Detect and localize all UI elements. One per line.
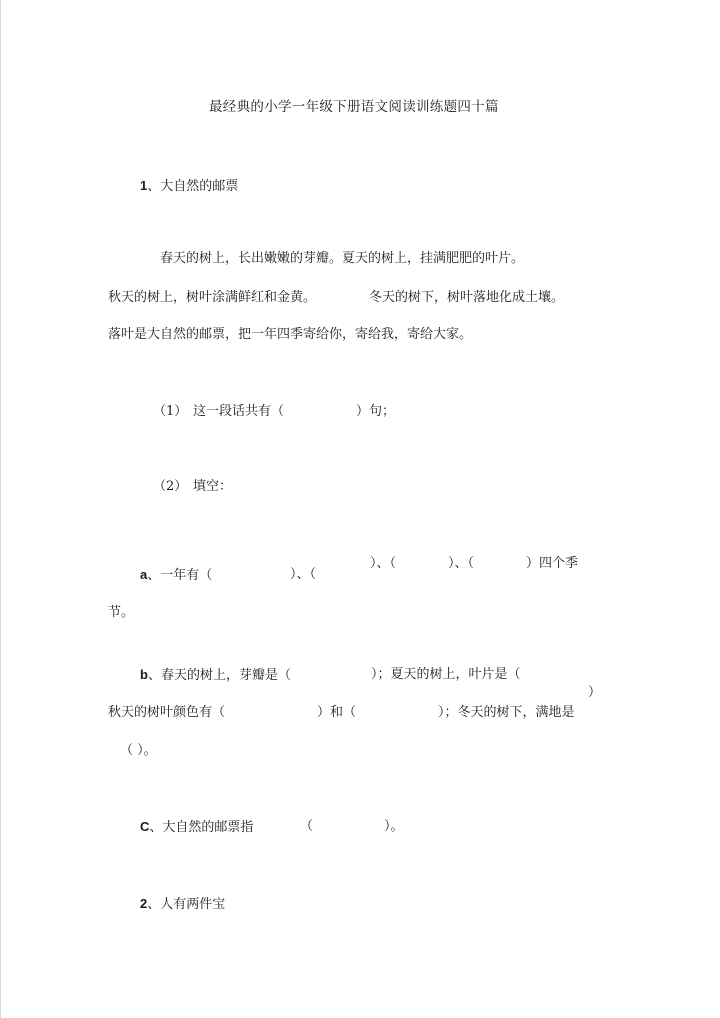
question-c-text: 、大自然的邮票指 bbox=[149, 820, 254, 835]
question-c-paren-close: ）。 bbox=[384, 819, 404, 834]
section-2-title: 、人有两件宝 bbox=[147, 897, 226, 912]
passage-line-2a: 秋天的树上，树叶涂满鲜红和金黄。 bbox=[108, 290, 317, 305]
question-b-close-paren: ） bbox=[588, 685, 602, 700]
question-b-line-1: 、春天的树上，芽瓣是（ bbox=[147, 668, 291, 683]
page-left-edge bbox=[0, 0, 1, 1018]
question-b-line-2a: 秋天的树叶颜色有（ bbox=[108, 705, 226, 720]
question-c-marker: C bbox=[140, 819, 150, 834]
question-a-text: 、一年有（ bbox=[147, 568, 213, 583]
document-title: 最经典的小学一年级下册语文阅读训练题四十篇 bbox=[209, 99, 499, 115]
section-2-heading bbox=[140, 895, 225, 914]
question-a-continuation: 节。 bbox=[108, 605, 135, 620]
question-c bbox=[140, 818, 253, 837]
question-b-line-1b: ）；夏天的树上，叶片是（ bbox=[371, 667, 521, 682]
question-a-marker: a bbox=[140, 567, 148, 582]
question-c-paren-open: （ bbox=[300, 819, 314, 834]
question-b bbox=[140, 666, 291, 685]
question-2-label: （2） bbox=[153, 479, 188, 494]
passage-line-2b: 冬天的树下，树叶落地化成土壤。 bbox=[369, 290, 565, 305]
question-a-text-b: ）、（ bbox=[290, 567, 317, 582]
passage-line-3: 落叶是大自然的邮票，把一年四季寄给你，寄给我，寄给大家。 bbox=[108, 327, 473, 342]
section-1-heading bbox=[140, 177, 238, 196]
question-b-line-3: （ ）。 bbox=[120, 743, 157, 758]
section-1-number: 1 bbox=[140, 178, 148, 193]
section-2-number: 2 bbox=[140, 896, 148, 911]
question-b-line-2b: ）和（ bbox=[317, 705, 357, 720]
question-a-upper: ）、（ ）、（ ）四个季 bbox=[370, 556, 579, 571]
question-2-text: 填空： bbox=[193, 479, 233, 494]
question-b-marker: b bbox=[140, 667, 148, 682]
passage-line-1: 春天的树上，长出嫩嫩的芽瓣。夏天的树上，挂满肥肥的叶片。 bbox=[160, 251, 525, 266]
question-b-line-2c: ）；冬天的树下，满地是 bbox=[438, 705, 575, 720]
question-1 bbox=[153, 403, 187, 421]
question-1-text: 这一段话共有（ bbox=[193, 404, 285, 419]
question-1-label: （1） bbox=[153, 404, 188, 419]
section-1-title: 、大自然的邮票 bbox=[147, 179, 239, 194]
question-a bbox=[140, 566, 212, 585]
question-1-blank-close: ）句； bbox=[356, 404, 396, 419]
